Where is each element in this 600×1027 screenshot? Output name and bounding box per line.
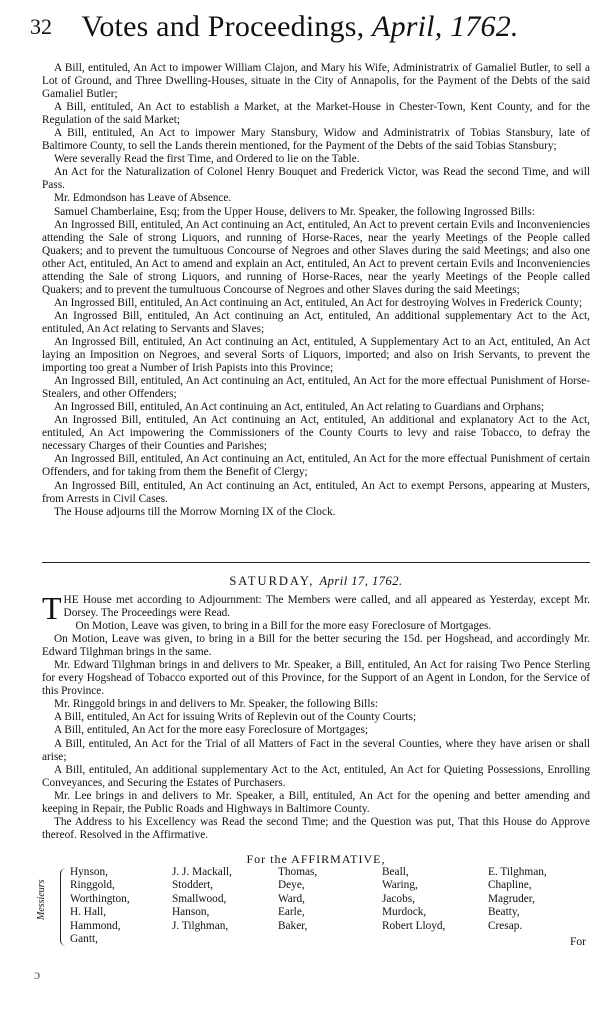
names-column-2: [172, 866, 232, 933]
day-heading: [42, 574, 590, 589]
paragraph: A Bill, entituled, An additional supplementary Act to the Act, entituled, An Act for Quieting Possessions, Enrolling Conveyances, and Securing the Estates of Purchasers.: [42, 763, 590, 789]
member-name: Hanson,: [172, 906, 210, 919]
paragraph: A Bill, entituled, An Act for the Trial of all Matters of Fact in the several Counties, where they have arisen or shall arise;: [42, 737, 590, 763]
paragraph: A Bill, entituled, An Act for issuing Writs of Replevin out of the County Courts;: [54, 711, 417, 724]
section-divider: [42, 562, 590, 563]
member-name: H. Hall,: [70, 906, 107, 919]
opening-text: HE House met according to Adjournment: The Members were called, and all appeared as Yesterday, except Mr. Dorsey. The Proceedings were Read.: [63, 594, 590, 620]
member-name: Baker,: [278, 919, 308, 932]
member-name: Gantt,: [70, 933, 98, 946]
paragraph: On Motion, Leave was given, to bring in a Bill for the more easy Foreclosure of Mortgages.: [75, 620, 492, 633]
title-main: Votes and Proceedings,: [81, 10, 365, 43]
member-name: Ward,: [278, 892, 306, 905]
member-name: Deye,: [278, 879, 305, 892]
page-number: 32: [30, 14, 52, 39]
drop-cap: T: [42, 590, 62, 626]
member-name: J. Tilghman,: [172, 919, 229, 932]
day-name: SATURDAY,: [229, 574, 315, 588]
paragraph: An Ingrossed Bill, entituled, An Act continuing an Act, entituled, An Act for the more effectual Punishment of Horse-Stealers, and other Offenders;: [42, 375, 590, 401]
paragraph: An Ingrossed Bill, entituled, An Act continuing an Act, entituled, An Act to prevent certain Evils and Inconveniencies attending the Sale of strong Liquors, and running of Horse-Races, near the yearly Meetings of the People called Quakers; and to prevent the tumultuous Concourse of Negroes and other Slaves during the said Meetings; and also one other Act, entituled, An Act to amend and explain an Act, entituled, An Act to prevent certain Evils and Inconveniencies attending the Sale of strong Liquors, and running of Horse-Races, near the yearly Meetings of the People called Quakers; and to prevent the tumultuous Concourse of Negroes and other Slaves during the said Meetings;: [42, 218, 590, 296]
names-column-5: [488, 866, 547, 933]
member-name: Cresap.: [488, 919, 523, 932]
member-name: Beatty,: [488, 906, 520, 919]
member-name: Stoddert,: [172, 879, 214, 892]
paragraph: Mr. Ringgold brings in and delivers to Mr. Speaker, the following Bills:: [54, 698, 378, 711]
member-name: Worthington,: [70, 892, 130, 905]
paragraph: Samuel Chamberlaine, Esq; from the Upper House, delivers to Mr. Speaker, the following Ingrossed Bills:: [54, 205, 535, 218]
vote-title: For the AFFIRMATIVE,: [246, 852, 386, 866]
title-date: April, 1762.: [372, 10, 519, 43]
member-name: Jacobs,: [382, 892, 415, 905]
paragraph: Mr. Edmondson has Leave of Absence.: [54, 192, 232, 205]
paragraph: The House adjourns till the Morrow Morning IX of the Clock.: [54, 505, 336, 518]
day-date: April 17, 1762.: [319, 574, 403, 588]
paragraph: An Ingrossed Bill, entituled, An Act continuing an Act, entituled, An Act for the more effectual Punishment of certain Offenders, and for taking from them the Benefit of Clergy;: [42, 453, 590, 479]
member-name: Thomas,: [278, 866, 318, 878]
paragraph: A Bill, entituled, An Act for the more easy Foreclosure of Mortgages;: [54, 724, 369, 737]
member-name: Smallwood,: [172, 892, 227, 905]
paragraph: The Address to his Excellency was Read the second Time; and the Question was put, That this House do Approve thereof. Resolved in the Affirmative.: [42, 815, 590, 841]
paragraph: An Ingrossed Bill, entituled, An Act continuing an Act, entituled, An additional and explanatory Act to the Act, entituled, An Act impowering the Commissioners of the County Courts to levy and raise Tobacco, to defray the necessary Charges of their Counties and Parishes;: [42, 414, 590, 453]
catchword: For: [570, 936, 586, 948]
proceedings-section-2: [42, 590, 590, 842]
paragraph: An Ingrossed Bill, entituled, An Act continuing an Act, entituled, An additional supplementary Act to the Act, entituled, An Act relating to Servants and Slaves;: [42, 309, 590, 335]
names-column-3: [278, 866, 317, 933]
member-name: Magruder,: [488, 892, 535, 905]
margin-mark: ɔ: [34, 968, 41, 983]
member-name: E. Tilghman,: [488, 866, 547, 878]
member-name: Beall,: [382, 866, 409, 878]
names-column-1: [70, 866, 130, 946]
member-name: Earle,: [278, 906, 305, 919]
paragraph: An Act for the Naturalization of Colonel Henry Bouquet and Frederick Victor, was Read the second Time, and will Pass.: [42, 166, 590, 192]
member-name: Chapline,: [488, 879, 532, 892]
running-title: [0, 10, 600, 44]
page-header: [0, 4, 600, 44]
paragraph: An Ingrossed Bill, entituled, An Act continuing an Act, entituled, An Act relating to Guardians and Orphans;: [54, 401, 545, 414]
proceedings-section-1: [42, 62, 590, 519]
names-column-4: [382, 866, 445, 933]
member-name: Hammond,: [70, 919, 121, 932]
member-name: Waring,: [382, 879, 418, 892]
paragraph: Mr. Edward Tilghman brings in and delivers to Mr. Speaker, a Bill, entituled, An Act for raising Two Pence Sterling for every Hogshead of Tobacco exported out of this Province, for the Support of an Agent in London, for the Service of this Province.: [42, 659, 590, 698]
messieurs-label: Messieurs: [36, 879, 47, 920]
paragraph: A Bill, entituled, An Act to impower William Clajon, and Mary his Wife, Administratrix of Gamaliel Butler, to sell a Lot of Ground, and Three Dwelling-Houses, situate in the City of Annapolis, for the Payment of the Debts of the said Gamaliel Butler;: [42, 62, 590, 101]
paragraph: Were severally Read the first Time, and Ordered to lie on the Table.: [54, 153, 360, 166]
paragraph: On Motion, Leave was given, to bring in a Bill for the better securing the 15d. per Hogshead, and accordingly Mr. Edward Tilghman brings in the same.: [42, 633, 590, 659]
paragraph: An Ingrossed Bill, entituled, An Act continuing an Act, entituled, An Act for destroying Wolves in Frederick County;: [54, 296, 583, 309]
paragraph: An Ingrossed Bill, entituled, An Act continuing an Act, entituled, An Act to exempt Persons, appearing at Musters, from Arrests in Civil Cases.: [42, 479, 590, 505]
paragraph: An Ingrossed Bill, entituled, An Act continuing an Act, entituled, A Supplementary Act to an Act, entituled, An Act laying an Imposition on Negroes, and several Sorts of Liquors, imported; and also on Irish Servants, to prevent the importing too great a Number of Irish Papists into this Province;: [42, 335, 590, 375]
paragraph: Mr. Lee brings in and delivers to Mr. Speaker, a Bill, entituled, An Act for the opening and better amending and keeping in Repair, the Public Roads and Highways in Baltimore County.: [42, 789, 590, 815]
paragraph: A Bill, entituled, An Act to establish a Market, at the Market-House in Chester-Town, Kent County, and for the Regulation of the said Market;: [42, 101, 590, 127]
member-name: Murdock,: [382, 906, 427, 919]
member-name: Ringgold,: [70, 879, 115, 892]
member-name: Robert Lloyd,: [382, 919, 446, 932]
member-name: J. J. Mackall,: [172, 866, 232, 878]
paragraph: A Bill, entituled, An Act to impower Mary Stansbury, Widow and Administratrix of Tobias Stansbury, late of Baltimore County, to sell the Lands therein mentioned, for the Payment of the Debts of the said Tobias Stansbury;: [42, 127, 590, 153]
member-name: Hynson,: [70, 866, 108, 878]
names-brace: [60, 868, 69, 946]
opening-paragraph: [42, 590, 590, 626]
